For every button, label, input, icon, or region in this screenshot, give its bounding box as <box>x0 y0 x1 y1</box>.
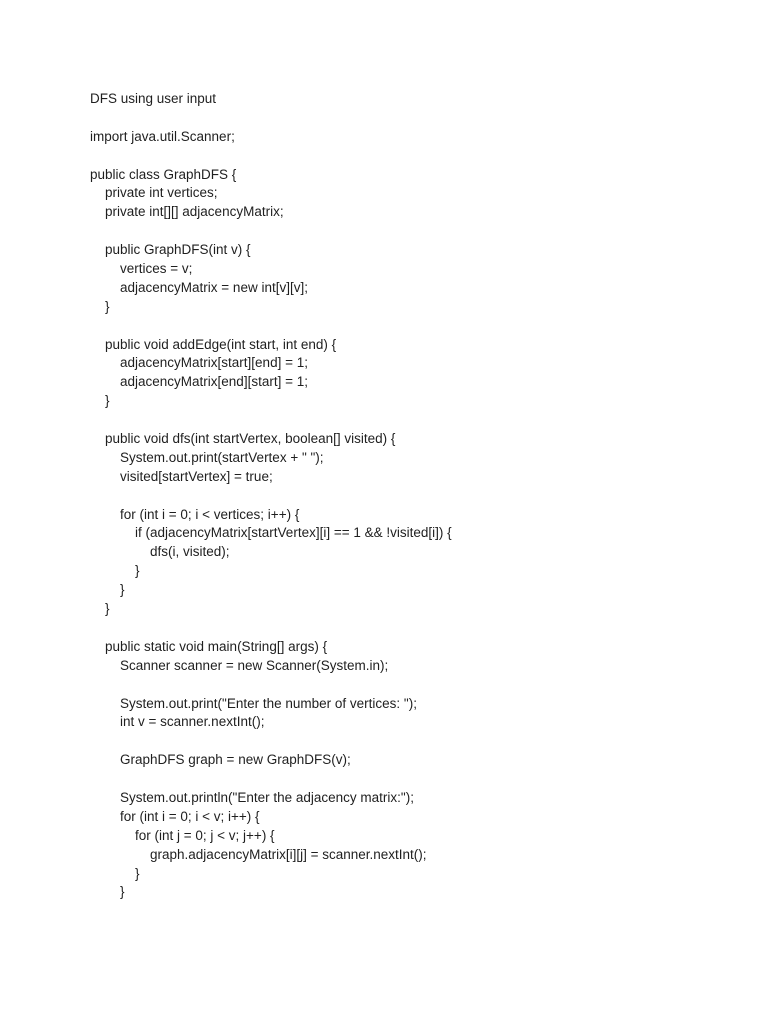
code-line <box>90 487 730 506</box>
code-line <box>90 317 730 336</box>
code-line: adjacencyMatrix[start][end] = 1; <box>90 355 308 371</box>
code-line <box>90 222 730 241</box>
code-line: Scanner scanner = new Scanner(System.in); <box>90 657 389 673</box>
code-line: int v = scanner.nextInt(); <box>90 714 265 730</box>
code-line: vertices = v; <box>90 261 193 277</box>
code-line: private int[][] adjacencyMatrix; <box>90 204 284 220</box>
code-line: } <box>90 298 110 314</box>
code-line: if (adjacencyMatrix[startVertex][i] == 1 && !visited[i]) { <box>90 525 452 541</box>
code-line: adjacencyMatrix[end][start] = 1; <box>90 374 308 390</box>
code-line: adjacencyMatrix = new int[v][v]; <box>90 279 308 295</box>
code-line <box>90 770 730 789</box>
code-line: private int vertices; <box>90 185 218 201</box>
document-body <box>90 90 730 902</box>
code-line: public void addEdge(int start, int end) { <box>90 336 337 352</box>
code-line: System.out.print("Enter the number of vertices: "); <box>90 695 417 711</box>
code-line: public class GraphDFS { <box>90 166 237 182</box>
code-line: } <box>90 884 125 900</box>
code-line <box>90 109 730 128</box>
code-line: for (int j = 0; j < v; j++) { <box>90 827 275 843</box>
code-line: import java.util.Scanner; <box>90 128 235 144</box>
code-line: for (int i = 0; i < vertices; i++) { <box>90 506 300 522</box>
code-block <box>90 109 730 902</box>
code-line: } <box>90 582 125 598</box>
code-line <box>90 147 730 166</box>
document-title: DFS using user input <box>90 91 217 106</box>
code-line: public GraphDFS(int v) { <box>90 242 251 258</box>
code-line: visited[startVertex] = true; <box>90 468 273 484</box>
code-line: for (int i = 0; i < v; i++) { <box>90 808 260 824</box>
code-line <box>90 619 730 638</box>
code-line: public static void main(String[] args) { <box>90 638 328 654</box>
code-line: } <box>90 563 140 579</box>
code-line: GraphDFS graph = new GraphDFS(v); <box>90 752 351 768</box>
code-line <box>90 411 730 430</box>
code-line <box>90 732 730 751</box>
code-line: } <box>90 393 110 409</box>
code-line: } <box>90 601 110 617</box>
code-line: System.out.print(startVertex + " "); <box>90 449 324 465</box>
code-line: public void dfs(int startVertex, boolean[] visited) { <box>90 431 396 447</box>
code-line: graph.adjacencyMatrix[i][j] = scanner.nextInt(); <box>90 846 427 862</box>
code-line: dfs(i, visited); <box>90 544 230 560</box>
code-line <box>90 676 730 695</box>
code-line: System.out.println("Enter the adjacency matrix:"); <box>90 789 414 805</box>
code-line: } <box>90 865 140 881</box>
